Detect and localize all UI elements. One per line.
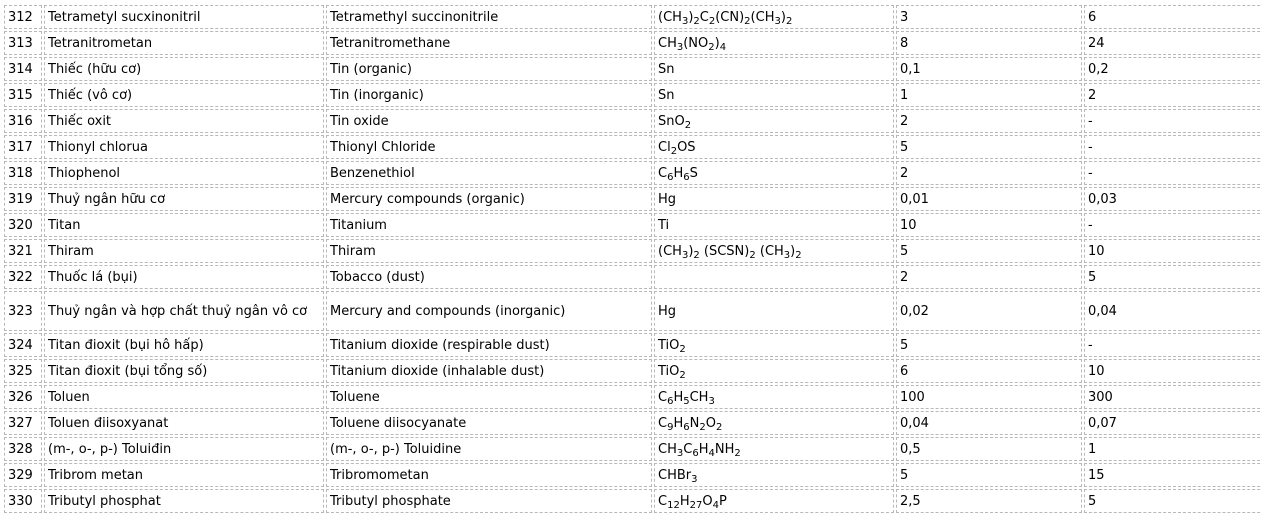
row-number-cell: 319	[4, 187, 42, 211]
formula-part: H	[673, 390, 684, 405]
limit-value-a-cell: 2	[896, 109, 1082, 133]
english-name-cell: Titanium	[326, 213, 652, 237]
row-number-cell: 325	[4, 359, 42, 383]
row-number-cell: 320	[4, 213, 42, 237]
row-number-cell: 323	[4, 291, 42, 331]
table-row	[4, 359, 1261, 383]
formula-subscript: 2	[699, 422, 706, 433]
limit-value-b-cell: -	[1084, 213, 1261, 237]
substance-table-body	[4, 5, 1261, 513]
limit-value-a-cell: 0,1	[896, 57, 1082, 81]
row-number-cell: 317	[4, 135, 42, 159]
english-name-cell: Mercury compounds (organic)	[326, 187, 652, 211]
formula-cell	[654, 411, 894, 435]
formula-part: )	[688, 10, 694, 25]
formula-subscript: 6	[683, 422, 690, 433]
limit-value-a-cell: 0,02	[896, 291, 1082, 331]
row-number-cell: 329	[4, 463, 42, 487]
formula-subscript: 2	[693, 16, 700, 27]
row-number-cell: 328	[4, 437, 42, 461]
formula-cell	[654, 265, 894, 289]
table-row	[4, 135, 1261, 159]
limit-value-a-cell: 2,5	[896, 489, 1082, 513]
formula-subscript: 3	[681, 250, 689, 261]
english-name-cell: Benzenethiol	[326, 161, 652, 185]
limit-value-b-cell: 5	[1084, 489, 1261, 513]
limit-value-b-cell: -	[1084, 161, 1261, 185]
vietnamese-name-cell: Thuốc lá (bụi)	[44, 265, 324, 289]
vietnamese-name-cell: Thionyl chlorua	[44, 135, 324, 159]
english-name-cell: Tin (organic)	[326, 57, 652, 81]
table-row	[4, 463, 1261, 487]
limit-value-a-cell: 2	[896, 265, 1082, 289]
table-row	[4, 83, 1261, 107]
vietnamese-name-cell: (m-, o-, p-) Toluiđin	[44, 437, 324, 461]
formula-subscript: 3	[708, 396, 715, 407]
limit-value-a-cell: 1	[896, 83, 1082, 107]
formula-cell	[654, 489, 894, 513]
limit-value-b-cell: 0,07	[1084, 411, 1261, 435]
limit-value-b-cell: 0,04	[1084, 291, 1261, 331]
english-name-cell: Mercury and compounds (inorganic)	[326, 291, 652, 331]
formula-subscript: 2	[795, 250, 802, 261]
limit-value-b-cell: 24	[1084, 31, 1261, 55]
formula-subscript: 4	[708, 448, 715, 459]
formula-subscript: 2	[670, 146, 678, 157]
row-number-cell: 330	[4, 489, 42, 513]
formula-part: C	[683, 442, 693, 457]
formula-part: Cl	[658, 140, 671, 155]
table-row	[4, 437, 1261, 461]
formula-cell	[654, 213, 894, 237]
formula-part: C	[658, 166, 668, 181]
english-name-cell: Tetranitromethane	[326, 31, 652, 55]
row-number-cell: 322	[4, 265, 42, 289]
formula-subscript: 3	[783, 250, 791, 261]
formula-subscript: 3	[681, 16, 689, 27]
limit-value-a-cell: 0,5	[896, 437, 1082, 461]
row-number-cell: 318	[4, 161, 42, 185]
formula-part: P	[718, 494, 727, 509]
vietnamese-name-cell: Thiếc (vô cơ)	[44, 83, 324, 107]
formula-part: Hg	[658, 304, 677, 319]
formula-part: C	[658, 390, 668, 405]
vietnamese-name-cell: Tetrametyl sucxinonitril	[44, 5, 324, 29]
english-name-cell: Titanium dioxide (respirable dust)	[326, 333, 652, 357]
row-number-cell: 327	[4, 411, 42, 435]
formula-part: H	[679, 494, 690, 509]
formula-cell	[654, 239, 894, 263]
vietnamese-name-cell: Toluen điisoxyanat	[44, 411, 324, 435]
formula-cell	[654, 57, 894, 81]
formula-cell	[654, 161, 894, 185]
formula-part: (CN)	[715, 10, 745, 25]
english-name-cell: Toluene	[326, 385, 652, 409]
limit-value-b-cell: 2	[1084, 83, 1261, 107]
formula-part: Hg	[658, 192, 677, 207]
formula-cell	[654, 135, 894, 159]
limit-value-b-cell: 0,2	[1084, 57, 1261, 81]
vietnamese-name-cell: Thuỷ ngân hữu cơ	[44, 187, 324, 211]
english-name-cell: Tobacco (dust)	[326, 265, 652, 289]
formula-part: NH	[714, 442, 735, 457]
row-number-cell: 313	[4, 31, 42, 55]
formula-part: )	[714, 36, 720, 51]
row-number-cell: 326	[4, 385, 42, 409]
table-row	[4, 291, 1261, 331]
formula-subscript: 6	[692, 448, 699, 459]
formula-part: C	[658, 416, 668, 431]
formula-part: (CH	[658, 10, 682, 25]
formula-part: (NO	[683, 36, 709, 51]
vietnamese-name-cell: Tributyl phosphat	[44, 489, 324, 513]
formula-part: H	[673, 166, 684, 181]
formula-subscript: 3	[691, 474, 698, 485]
formula-subscript: 4	[712, 500, 719, 511]
limit-value-b-cell: 300	[1084, 385, 1261, 409]
formula-cell	[654, 291, 894, 331]
english-name-cell: Tribromometan	[326, 463, 652, 487]
table-row	[4, 5, 1261, 29]
limit-value-a-cell: 10	[896, 213, 1082, 237]
formula-part: SnO	[658, 114, 685, 129]
formula-part: H	[698, 442, 709, 457]
formula-cell	[654, 385, 894, 409]
table-row	[4, 265, 1261, 289]
table-row	[4, 31, 1261, 55]
vietnamese-name-cell: Titan	[44, 213, 324, 237]
table-row	[4, 239, 1261, 263]
formula-part: Sn	[658, 62, 675, 77]
formula-part: C	[699, 10, 709, 25]
formula-part: TiO	[658, 338, 680, 353]
formula-part: O	[702, 494, 713, 509]
formula-subscript: 2	[708, 42, 715, 53]
formula-part: (CH	[755, 244, 784, 259]
formula-subscript: 2	[749, 250, 756, 261]
limit-value-a-cell: 6	[896, 359, 1082, 383]
english-name-cell: Tin (inorganic)	[326, 83, 652, 107]
formula-subscript: 9	[667, 422, 674, 433]
limit-value-a-cell: 8	[896, 31, 1082, 55]
vietnamese-name-cell: Thiếc (hữu cơ)	[44, 57, 324, 81]
table-row	[4, 385, 1261, 409]
table-row	[4, 109, 1261, 133]
formula-part: N	[689, 416, 700, 431]
vietnamese-name-cell: Titan đioxit (bụi hô hấp)	[44, 333, 324, 357]
limit-value-b-cell: 5	[1084, 265, 1261, 289]
limit-value-a-cell: 5	[896, 463, 1082, 487]
english-name-cell: Tetramethyl succinonitrile	[326, 5, 652, 29]
english-name-cell: Tributyl phosphate	[326, 489, 652, 513]
formula-part: OS	[677, 140, 696, 155]
vietnamese-name-cell: Tribrom metan	[44, 463, 324, 487]
table-row	[4, 333, 1261, 357]
formula-subscript: 2	[744, 16, 751, 27]
formula-subscript: 6	[667, 396, 674, 407]
formula-subscript: 2	[715, 422, 723, 433]
formula-part: )	[688, 244, 694, 259]
limit-value-a-cell: 0,04	[896, 411, 1082, 435]
formula-subscript: 2	[693, 250, 700, 261]
formula-subscript: 2	[785, 16, 793, 27]
formula-part: CH	[658, 36, 677, 51]
formula-part: CH	[689, 390, 709, 405]
formula-part: (CH	[750, 10, 775, 25]
formula-part: TiO	[658, 364, 680, 379]
formula-part: S	[689, 166, 698, 181]
formula-subscript: 3	[676, 42, 684, 53]
formula-part: C	[658, 494, 668, 509]
formula-cell	[654, 5, 894, 29]
english-name-cell: Tin oxide	[326, 109, 652, 133]
vietnamese-name-cell: Titan đioxit (bụi tổng số)	[44, 359, 324, 383]
row-number-cell: 315	[4, 83, 42, 107]
formula-subscript: 3	[676, 448, 684, 459]
table-row	[4, 213, 1261, 237]
formula-cell	[654, 437, 894, 461]
formula-part: H	[673, 416, 684, 431]
formula-subscript: 6	[683, 172, 690, 183]
formula-part: CHBr	[658, 468, 692, 483]
table-row	[4, 161, 1261, 185]
table-row	[4, 57, 1261, 81]
limit-value-b-cell: 10	[1084, 239, 1261, 263]
english-name-cell: Thiram	[326, 239, 652, 263]
formula-subscript: 6	[667, 172, 674, 183]
limit-value-a-cell: 5	[896, 239, 1082, 263]
formula-part: (CH	[658, 244, 682, 259]
row-number-cell: 312	[4, 5, 42, 29]
substance-table	[2, 3, 1261, 515]
vietnamese-name-cell: Thiếc oxit	[44, 109, 324, 133]
english-name-cell: Titanium dioxide (inhalable dust)	[326, 359, 652, 383]
row-number-cell: 314	[4, 57, 42, 81]
vietnamese-name-cell: Thiophenol	[44, 161, 324, 185]
limit-value-a-cell: 0,01	[896, 187, 1082, 211]
row-number-cell: 321	[4, 239, 42, 263]
formula-part: O	[705, 416, 716, 431]
formula-cell	[654, 463, 894, 487]
formula-subscript: 2	[679, 370, 686, 381]
formula-cell	[654, 83, 894, 107]
limit-value-b-cell: -	[1084, 333, 1261, 357]
formula-cell	[654, 187, 894, 211]
formula-subscript: 2	[708, 16, 716, 27]
formula-subscript: 2	[684, 120, 692, 131]
formula-cell	[654, 359, 894, 383]
limit-value-b-cell: 6	[1084, 5, 1261, 29]
table-row	[4, 489, 1261, 513]
limit-value-b-cell: -	[1084, 135, 1261, 159]
limit-value-a-cell: 3	[896, 5, 1082, 29]
limit-value-b-cell: 15	[1084, 463, 1261, 487]
limit-value-b-cell: 1	[1084, 437, 1261, 461]
limit-value-b-cell: 10	[1084, 359, 1261, 383]
formula-part: )	[790, 244, 796, 259]
formula-part: Sn	[658, 88, 675, 103]
formula-part: Ti	[658, 218, 670, 233]
english-name-cell: Toluene diisocyanate	[326, 411, 652, 435]
english-name-cell: Thionyl Chloride	[326, 135, 652, 159]
limit-value-a-cell: 5	[896, 333, 1082, 357]
vietnamese-name-cell: Thuỷ ngân và hợp chất thuỷ ngân vô cơ	[44, 291, 324, 331]
formula-subscript: 2	[679, 344, 686, 355]
limit-value-b-cell: -	[1084, 109, 1261, 133]
limit-value-b-cell: 0,03	[1084, 187, 1261, 211]
row-number-cell: 316	[4, 109, 42, 133]
formula-part: (SCSN)	[699, 244, 750, 259]
formula-cell	[654, 109, 894, 133]
formula-subscript: 5	[683, 396, 690, 407]
limit-value-a-cell: 5	[896, 135, 1082, 159]
formula-part: )	[780, 10, 786, 25]
formula-subscript: 2	[734, 448, 741, 459]
formula-cell	[654, 333, 894, 357]
limit-value-a-cell: 100	[896, 385, 1082, 409]
formula-subscript: 4	[719, 42, 727, 53]
row-number-cell: 324	[4, 333, 42, 357]
table-row	[4, 411, 1261, 435]
formula-part: CH	[658, 442, 677, 457]
formula-cell	[654, 31, 894, 55]
table-row	[4, 187, 1261, 211]
vietnamese-name-cell: Thiram	[44, 239, 324, 263]
formula-subscript: 3	[774, 16, 781, 27]
english-name-cell: (m-, o-, p-) Toluidine	[326, 437, 652, 461]
vietnamese-name-cell: Toluen	[44, 385, 324, 409]
limit-value-a-cell: 2	[896, 161, 1082, 185]
formula-subscript: 12	[667, 500, 680, 511]
formula-subscript: 27	[689, 500, 703, 511]
vietnamese-name-cell: Tetranitrometan	[44, 31, 324, 55]
